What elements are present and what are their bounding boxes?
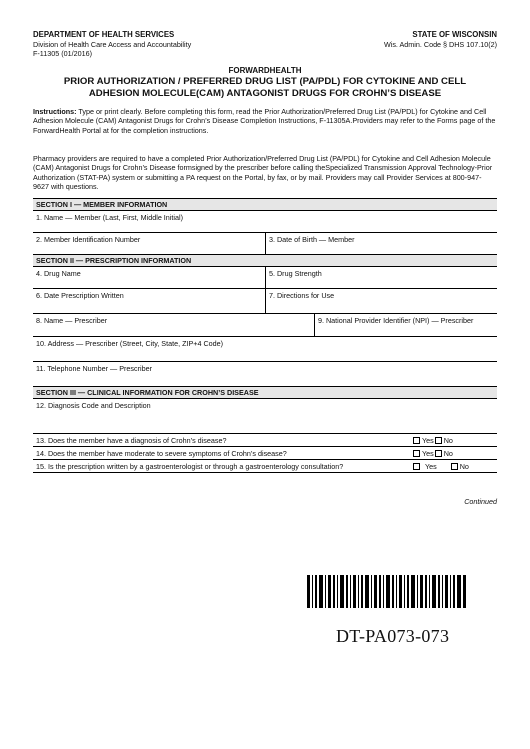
pharmacy-note: Pharmacy providers are required to have a completed Prior Authorization/Preferred Drug List (PA/PDL) for Cytokine and Cell Adhesion Molecule (CAM) Antagonist Drugs for Crohn’s Disease formsigned by the prescriber before calling theSpecialized Transmission Approval Technology-Prior Authorization (STAT-PA) system or submitting a PA request on the Portal, by fax, or by mail. Providers may call Provider Services at 800-947-9627 with questions. [33,154,493,192]
form-title [33,66,497,99]
date-written-label: 6. Date Prescription Written [36,291,124,300]
instructions [33,107,497,135]
question-13 [33,434,497,447]
dob-field[interactable] [265,233,497,254]
row-date-directions [33,289,497,314]
prescriber-name-label: 8. Name — Prescriber [36,316,108,325]
section-2-heading: SECTION II — PRESCRIPTION INFORMATION [33,255,497,267]
section-1-heading: SECTION I — MEMBER INFORMATION [33,199,497,211]
row-drug [33,267,497,289]
row-diagnosis [33,399,497,434]
diagnosis-field[interactable] [33,399,497,433]
npi-field[interactable] [314,314,497,336]
question-13-answers [411,436,497,445]
question-14-yes-label: Yes [422,448,434,458]
directions-label: 7. Directions for Use [269,291,335,300]
directions-field[interactable] [265,289,497,313]
npi-label: 9. National Provider Identifier (NPI) — Prescriber [318,316,474,325]
question-15-yes-label: Yes [425,461,437,471]
question-14-text: 14. Does the member have moderate to severe symptoms of Crohn’s disease? [36,448,287,458]
title-line-1: FORWARDHEALTH [228,66,302,75]
member-id-field[interactable] [33,233,265,254]
question-13-text: 13. Does the member have a diagnosis of Crohn’s disease? [36,435,227,445]
question-13-no-checkbox[interactable] [435,437,442,444]
agency-name: DEPARTMENT OF HEALTH SERVICES [33,30,175,39]
question-15-text: 15. Is the prescription written by a gastroenterologist or through a gastroenterology consultation? [36,461,344,471]
question-14-no-checkbox[interactable] [435,450,442,457]
question-14 [33,447,497,460]
question-15-yes-checkbox[interactable] [413,463,420,470]
member-name-label: 1. Name — Member (Last, First, Middle Initial) [36,213,183,222]
row-prescriber [33,314,497,337]
title-line-3: ADHESION MOLECULE(CAM) ANTAGONIST DRUGS FOR CROHN’S DISEASE [88,87,442,99]
prescriber-address-field[interactable] [33,337,497,361]
continued-note: Continued [464,497,497,506]
header-right [384,30,497,49]
instructions-label: Instructions: [33,107,77,116]
instructions-text: Type or print clearly. Before completing this form, read the Prior Authorization/Preferred Drug List (PA/PDL) for Cytokine and Cell Adhesion Molecule (CAM) Antagonist Drugs for Crohn’s Disease Completion Instructions, F-11305A.Providers may refer to the Forms page of the ForwardHealth Portal at for the completion instructions. [33,107,496,135]
question-14-answers [411,449,497,458]
question-15-no-label: No [459,461,469,471]
question-15 [33,460,497,473]
prescriber-phone-field[interactable] [33,362,497,386]
prescriber-name-field[interactable] [33,314,314,336]
row-address [33,337,497,362]
header-left [33,30,191,59]
admin-code: Wis. Admin. Code § DHS 107.10(2) [383,39,497,49]
diagnosis-label: 12. Diagnosis Code and Description [36,401,151,410]
row-member-id [33,233,497,255]
section-3-heading: SECTION III — CLINICAL INFORMATION FOR CROHN’S DISEASE [33,387,497,399]
drug-strength-field[interactable] [265,267,497,288]
title-line-2: PRIOR AUTHORIZATION / PREFERRED DRUG LIST (PA/PDL) FOR CYTOKINE AND CELL [63,76,467,87]
question-13-yes-label: Yes [422,435,434,445]
member-name-field[interactable] [33,211,497,232]
form-number: F-11305 (01/2016) [33,49,93,58]
question-13-no-label: No [443,435,453,445]
question-13-yes-checkbox[interactable] [413,437,420,444]
date-written-field[interactable] [33,289,265,313]
question-15-no-checkbox[interactable] [451,463,458,470]
dob-label: 3. Date of Birth — Member [269,235,355,244]
row-member-name [33,211,497,233]
drug-strength-label: 5. Drug Strength [269,269,322,278]
state-name: STATE OF WISCONSIN [412,30,497,39]
question-14-no-label: No [443,448,453,458]
division-name: Division of Health Care Access and Accountability [33,39,192,49]
row-telephone [33,362,497,387]
member-id-label: 2. Member Identification Number [36,235,141,244]
prescriber-phone-label: 11. Telephone Number — Prescriber [36,364,152,373]
form-body [33,198,497,473]
drug-name-field[interactable] [33,267,265,288]
form-id: DT-PA073-073 [336,626,450,646]
question-15-answers [411,462,497,471]
drug-name-label: 4. Drug Name [36,269,81,278]
barcode-graphic [307,575,466,608]
prescriber-address-label: 10. Address — Prescriber (Street, City, State, ZIP+4 Code) [36,339,224,348]
question-14-yes-checkbox[interactable] [413,450,420,457]
